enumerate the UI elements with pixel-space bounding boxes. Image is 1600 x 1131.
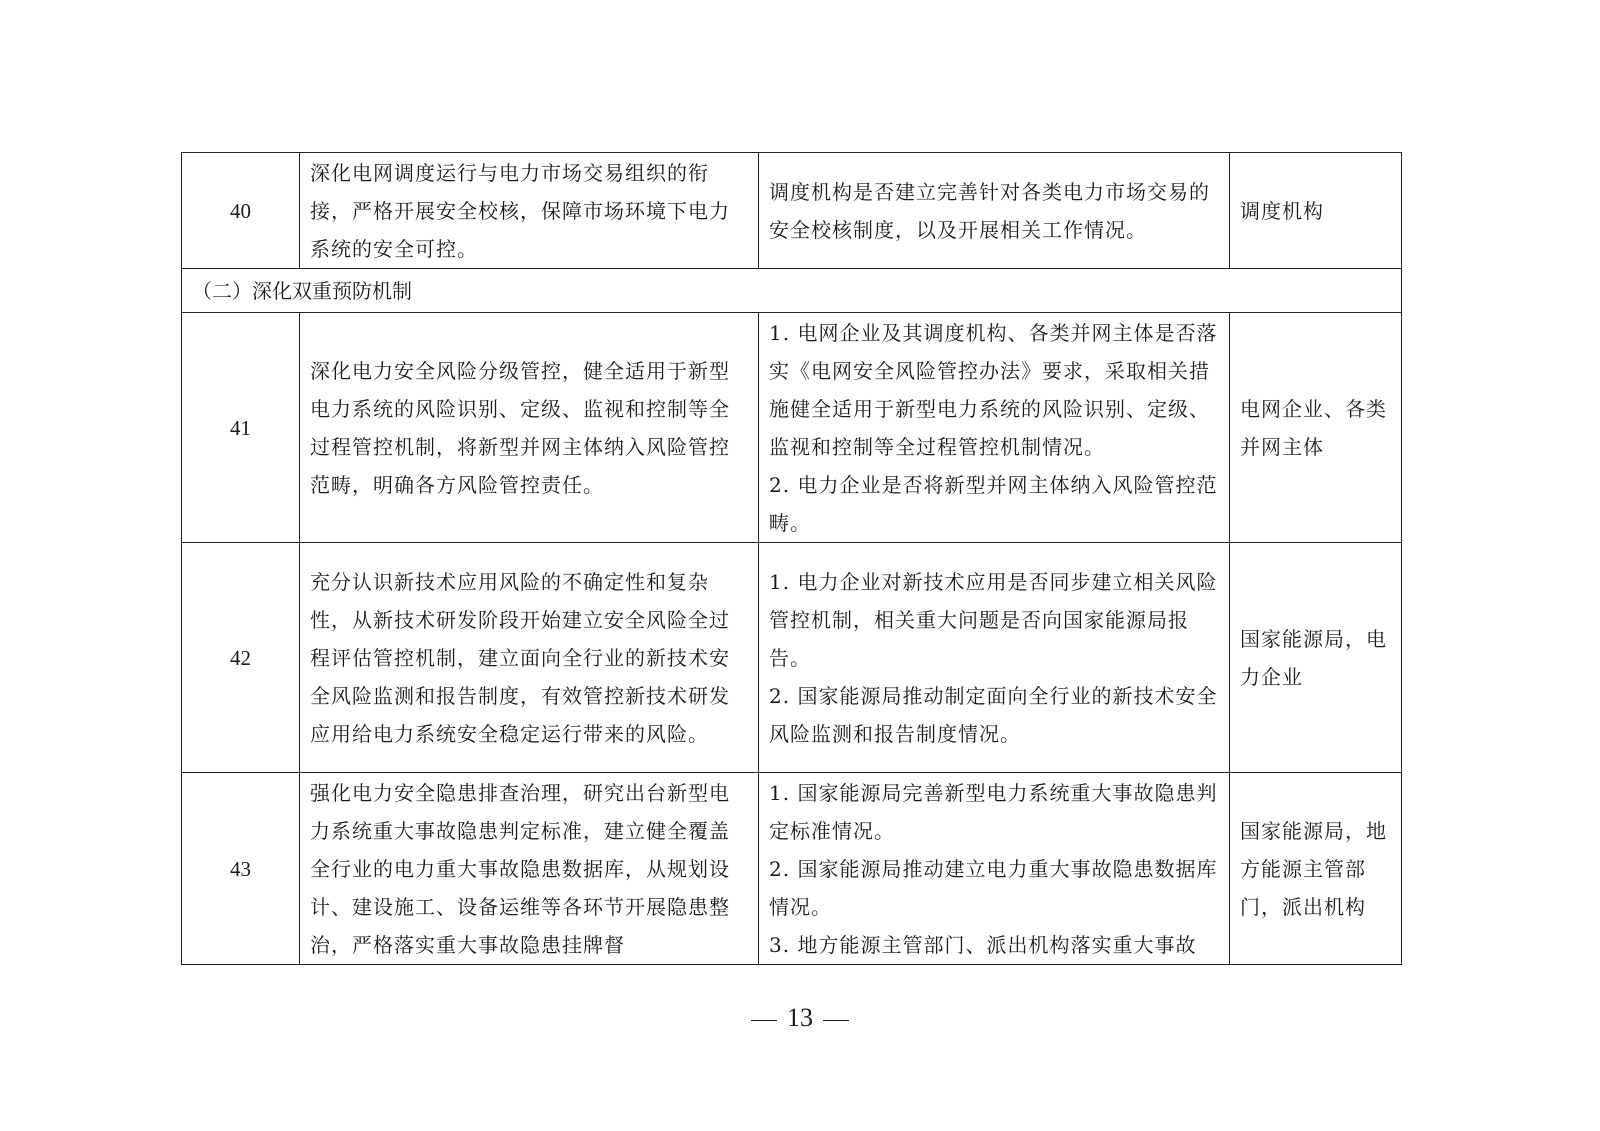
responsible-cell: 国家能源局，电力企业 — [1230, 543, 1402, 773]
check-item: 1. 电网企业及其调度机构、各类并网主体是否落实《电网安全风险管控办法》要求，采取相关措施健全适用于新型电力系统的风险识别、定级、监视和控制等全过程管控机制情况。 — [769, 320, 1218, 459]
check-item: 2. 国家能源局推动建立电力重大事故隐患数据库情况。 — [769, 856, 1218, 919]
table-row — [182, 153, 1402, 269]
row-number: 43 — [182, 773, 300, 965]
section-title: （二）深化双重预防机制 — [182, 269, 1402, 313]
task-cell: 强化电力安全隐患排查治理，研究出台新型电力系统重大事故隐患判定标准，建立健全覆盖全行业的电力重大事故隐患数据库，从规划设计、建设施工、设备运维等各环节开展隐患整治，严格落实重大事故隐患挂牌督 — [300, 773, 759, 965]
page-footer — [0, 1003, 1600, 1033]
dash-left — [751, 1020, 777, 1021]
check-item: 2. 国家能源局推动制定面向全行业的新技术安全风险监测和报告制度情况。 — [769, 683, 1218, 746]
row-number: 40 — [182, 153, 300, 269]
responsible-cell: 调度机构 — [1230, 153, 1402, 269]
responsible-cell: 国家能源局，地方能源主管部门，派出机构 — [1230, 773, 1402, 965]
table-row — [182, 313, 1402, 543]
checks-cell — [759, 153, 1230, 269]
table-row — [182, 543, 1402, 773]
checks-cell — [759, 313, 1230, 543]
page-number: 13 — [787, 1003, 813, 1032]
check-item: 2. 电力企业是否将新型并网主体纳入风险管控范畴。 — [769, 472, 1218, 535]
check-item: 1. 电力企业对新技术应用是否同步建立相关风险管控机制，相关重大问题是否向国家能源局报告。 — [769, 569, 1218, 670]
checks-cell — [759, 773, 1230, 965]
responsible-cell: 电网企业、各类并网主体 — [1230, 313, 1402, 543]
check-item: 调度机构是否建立完善针对各类电力市场交易的安全校核制度，以及开展相关工作情况。 — [769, 179, 1210, 242]
task-cell: 深化电力安全风险分级管控，健全适用于新型电力系统的风险识别、定级、监视和控制等全过程管控机制，将新型并网主体纳入风险管控范畴，明确各方风险管控责任。 — [300, 313, 759, 543]
check-item: 3. 地方能源主管部门、派出机构落实重大事故 — [769, 932, 1197, 957]
check-item: 1. 国家能源局完善新型电力系统重大事故隐患判定标准情况。 — [769, 780, 1218, 843]
section-row — [182, 269, 1402, 313]
row-number: 42 — [182, 543, 300, 773]
dash-right — [823, 1020, 849, 1021]
table-row — [182, 773, 1402, 965]
task-cell: 深化电网调度运行与电力市场交易组织的衔接，严格开展安全校核，保障市场环境下电力系统的安全可控。 — [300, 153, 759, 269]
checks-cell — [759, 543, 1230, 773]
task-cell: 充分认识新技术应用风险的不确定性和复杂性，从新技术研发阶段开始建立安全风险全过程评估管控机制，建立面向全行业的新技术安全风险监测和报告制度，有效管控新技术研发应用给电力系统安全稳定运行带来的风险。 — [300, 543, 759, 773]
task-table — [181, 152, 1402, 965]
row-number: 41 — [182, 313, 300, 543]
